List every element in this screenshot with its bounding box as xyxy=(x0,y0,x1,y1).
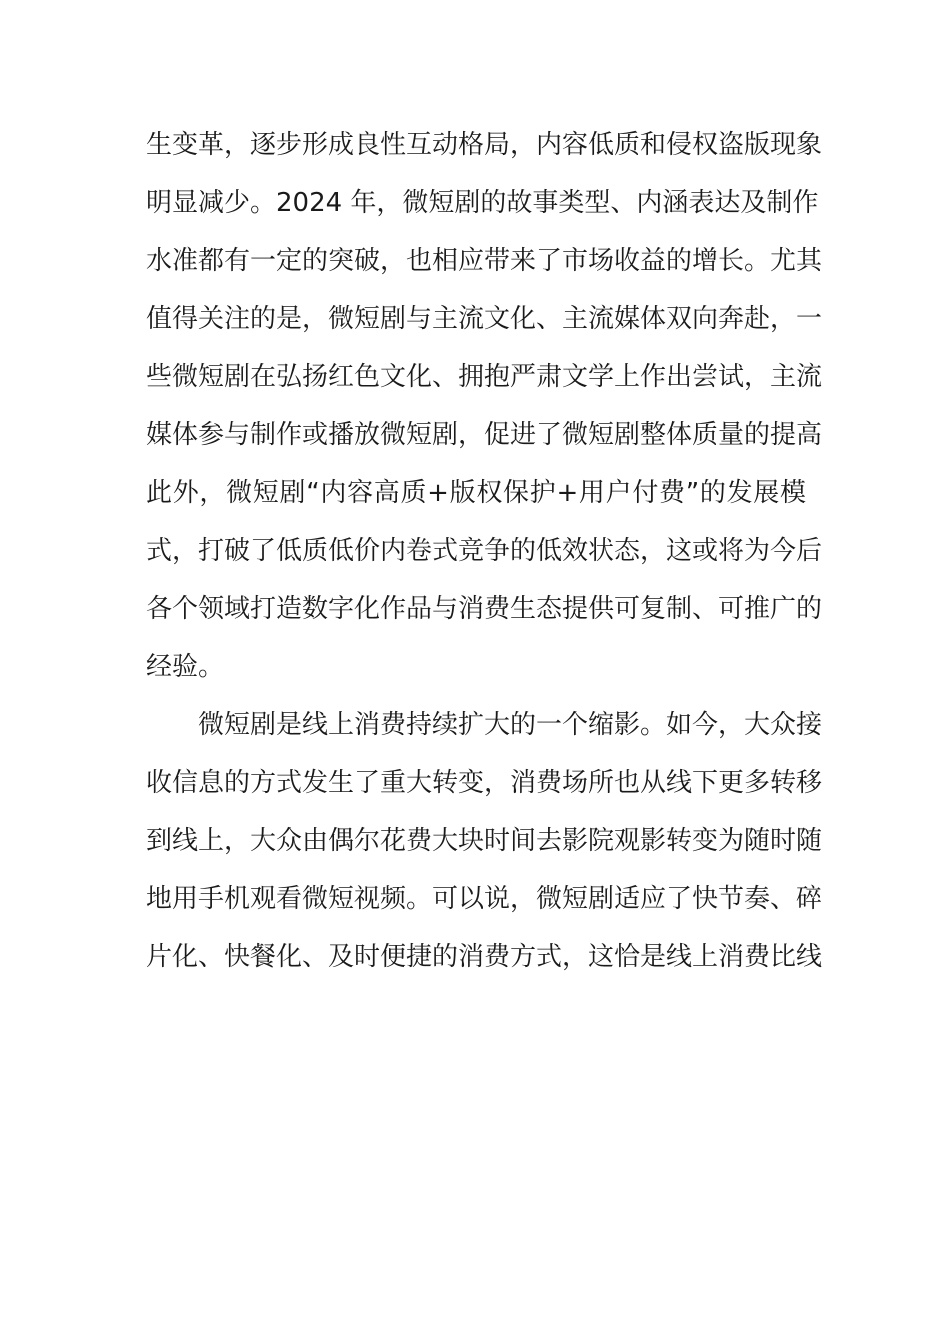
paragraph-2 xyxy=(146,696,823,986)
text-line: 各个领域打造数字化作品与消费生态提供可复制、可推广的 xyxy=(146,594,823,624)
text-line: 值得关注的是，微短剧与主流文化、主流媒体双向奔赴，一 xyxy=(146,304,823,334)
text-line: 片化、快餐化、及时便捷的消费方式，这恰是线上消费比线 xyxy=(146,942,823,972)
text-line: 式，打破了低质低价内卷式竞争的低效状态，这或将为今后 xyxy=(146,536,823,566)
text-line: 明显减少。2024 年，微短剧的故事类型、内涵表达及制作 xyxy=(146,188,819,218)
text-line: 地用手机观看微短视频。可以说，微短剧适应了快节奏、碎 xyxy=(146,884,823,914)
text-line: 水准都有一定的突破，也相应带来了市场收益的增长。尤其 xyxy=(146,246,823,276)
text-line: 到线上，大众由偶尔花费大块时间去影院观影转变为随时随 xyxy=(146,826,823,856)
paragraph-1 xyxy=(146,116,823,696)
body-text xyxy=(146,116,823,986)
text-line: 些微短剧在弘扬红色文化、拥抱严肃文学上作出尝试，主流 xyxy=(146,362,823,392)
text-line: 此外，微短剧“内容高质+版权保护+用户付费”的发展模 xyxy=(146,478,806,508)
text-line: 生变革，逐步形成良性互动格局，内容低质和侵权盗版现象 xyxy=(146,130,823,160)
text-line: 微短剧是线上消费持续扩大的一个缩影。如今，大众接 xyxy=(198,710,823,740)
text-line: 收信息的方式发生了重大转变，消费场所也从线下更多转移 xyxy=(146,768,823,798)
text-line: 经验。 xyxy=(146,652,225,682)
text-line: 媒体参与制作或播放微短剧，促进了微短剧整体质量的提高 xyxy=(146,420,823,450)
